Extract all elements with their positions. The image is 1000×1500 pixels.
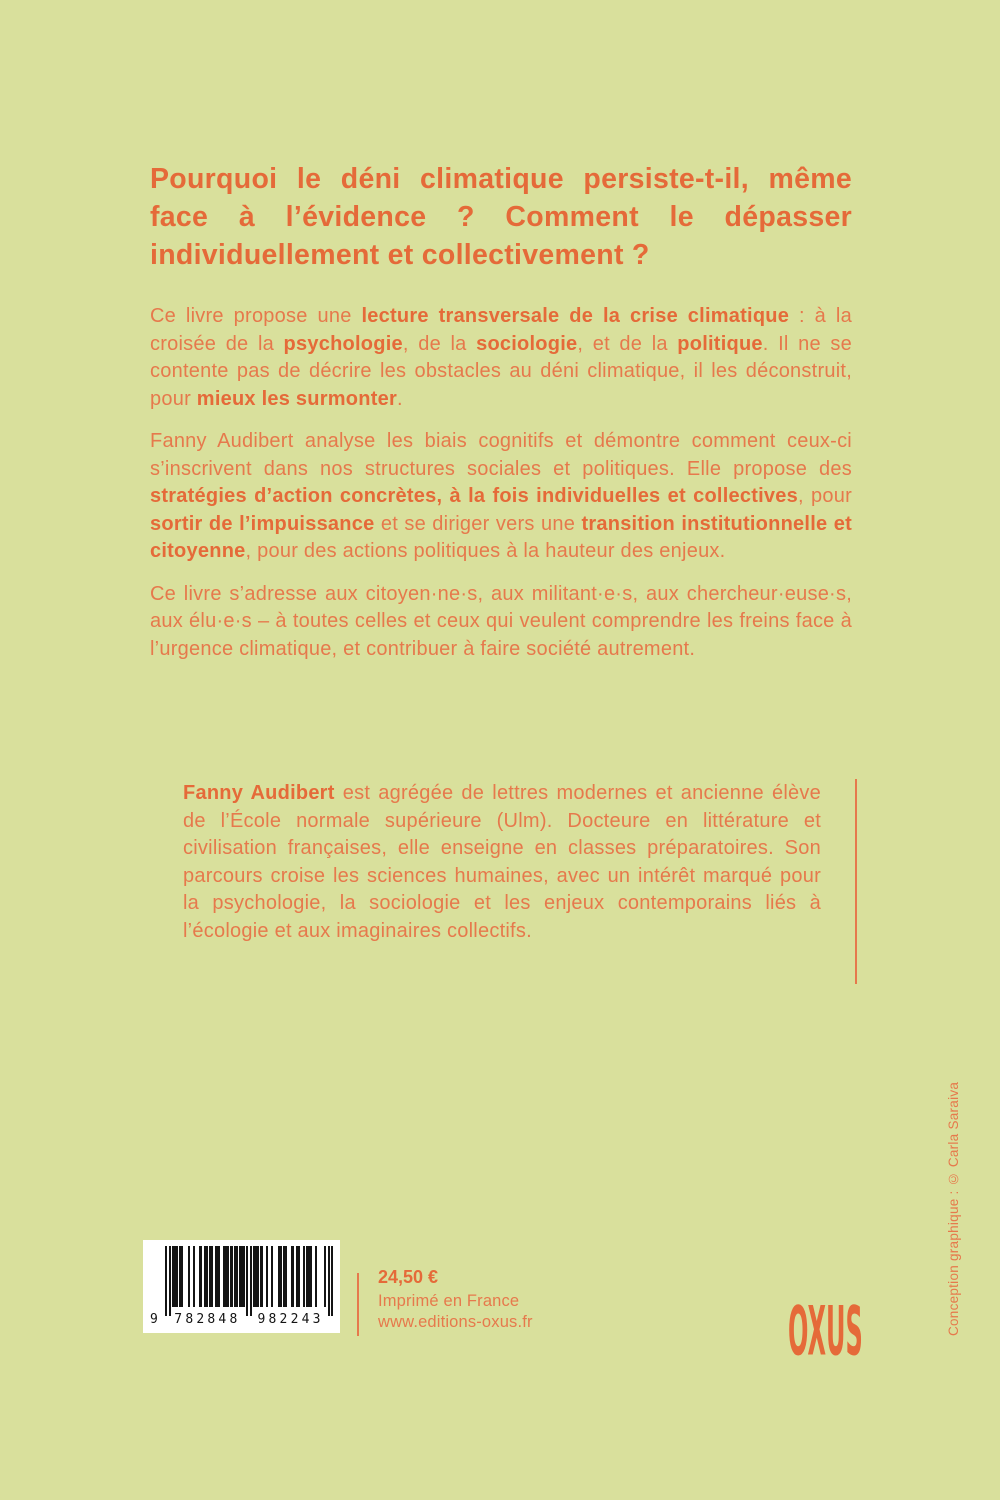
headline [150,160,852,274]
body-copy [150,303,852,678]
price-block [378,1266,533,1333]
regular-text: , pour des actions politiques à la hauteur des enjeux. [245,540,726,562]
author-bio [183,780,821,945]
design-credit: Conception graphique : © Carla Saraiva [946,1081,961,1336]
barcode [143,1240,340,1333]
headline-line: individuellement et collectivement ? [150,239,650,271]
bold-text: psychologie [283,332,403,355]
barcode-digits: 9 782848 982243 [150,1312,324,1327]
body-paragraph [150,581,852,664]
regular-text: est agrégée de lettres modernes et ancienne élève de l’École normale supérieure (Ulm). Docteure en littérature et civilisation françaises, elle enseigne en classes préparatoires. Son parcours croise les sciences humaines, avec un intérêt marqué pour la psychologie, la sociologie et les enjeux contemporains liés à l’écologie et aux imaginaires collectifs. [183,782,821,942]
bold-text: stratégies d’action concrètes, à la fois individuelles et collectives [150,485,799,507]
bold-text: Fanny Audibert [183,782,335,804]
regular-text: , et de la [577,332,678,355]
bold-text: sortir de l’impuissance [150,512,375,535]
body-paragraph [150,303,852,413]
publisher-logo-svg [788,1290,878,1360]
regular-text: . [396,387,403,410]
regular-text: . Il ne se contente pas de décrire les obstacles au déni climatique, il les déconstruit, pour [150,332,852,410]
regular-text: Ce livre s’adresse aux citoyen·ne·s, aux militant·e·s, aux chercheur·euse·s, aux élu·e·s – à toutes celles et ceux qui veulent comprendre les freins face à l’urgence climatique, et contribuer à faire société autrement. [150,582,852,660]
regular-text: et se diriger vers une [374,512,582,535]
regular-text: , pour [798,485,852,507]
bold-text: lecture transversale de la crise climatique [361,305,790,327]
publisher-logo [788,1290,878,1360]
bold-text: mieux les surmonter [196,387,397,410]
regular-text: Ce livre propose une [150,305,362,327]
barcode-bars [165,1246,333,1316]
price-divider-line [357,1273,359,1336]
headline-line: Pourquoi le déni climatique persiste-t-il, même [150,163,852,195]
bold-text: sociologie [476,332,578,355]
regular-text: , de la [402,332,477,355]
website-url: www.editions-oxus.fr [378,1313,533,1331]
bold-text: politique [677,332,763,355]
bio-divider-line [855,779,857,984]
body-paragraph [150,428,852,566]
price-label: 24,50 € [378,1267,439,1287]
headline-line: face à l’évidence ? Comment le dépasser [150,201,852,233]
bold-text: transition institutionnelle et citoyenne [150,512,852,562]
printed-in-label: Imprimé en France [378,1292,520,1310]
publisher-logo-text: OXUS [788,1293,863,1360]
regular-text: Fanny Audibert analyse les biais cognitifs et démontre comment ceux-ci s’inscrivent dans nos structures sociales et politiques. Elle propose des [150,430,852,480]
regular-text: : à la croisée de la [150,305,852,355]
